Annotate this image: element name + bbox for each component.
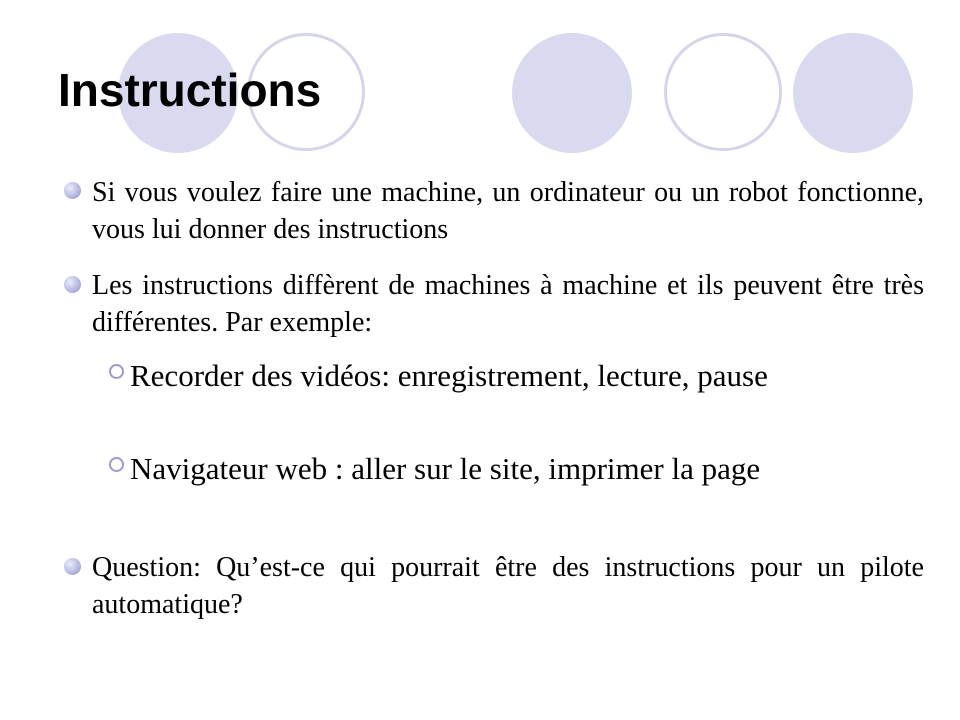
bullet-icon <box>64 182 81 199</box>
bullet-text: Si vous voulez faire une machine, un ordinateur ou un robot fonctionne, vous lui donner des instructions <box>92 177 924 245</box>
sub-bullet-text: Recorder des vidéos: enregistrement, lecture, pause <box>130 358 768 393</box>
bullet-icon <box>64 558 81 575</box>
decorative-circle-ring <box>664 33 782 151</box>
decorative-circle-filled <box>512 33 632 153</box>
slide-title: Instructions <box>58 64 322 116</box>
sub-bullet-text: Navigateur web : aller sur le site, imprimer la page <box>130 451 761 486</box>
sub-bullet-icon <box>109 364 124 379</box>
bullet-text: Question: Qu’est-ce qui pourrait être des instructions pour un pilote automatique? <box>92 552 924 620</box>
decorative-circle-filled <box>793 33 913 153</box>
sub-bullet-icon <box>109 457 124 472</box>
bullet-text: Les instructions diffèrent de machines à machine et ils peuvent être très différentes. Par exemple: <box>92 270 924 338</box>
bullet-icon <box>64 276 81 293</box>
